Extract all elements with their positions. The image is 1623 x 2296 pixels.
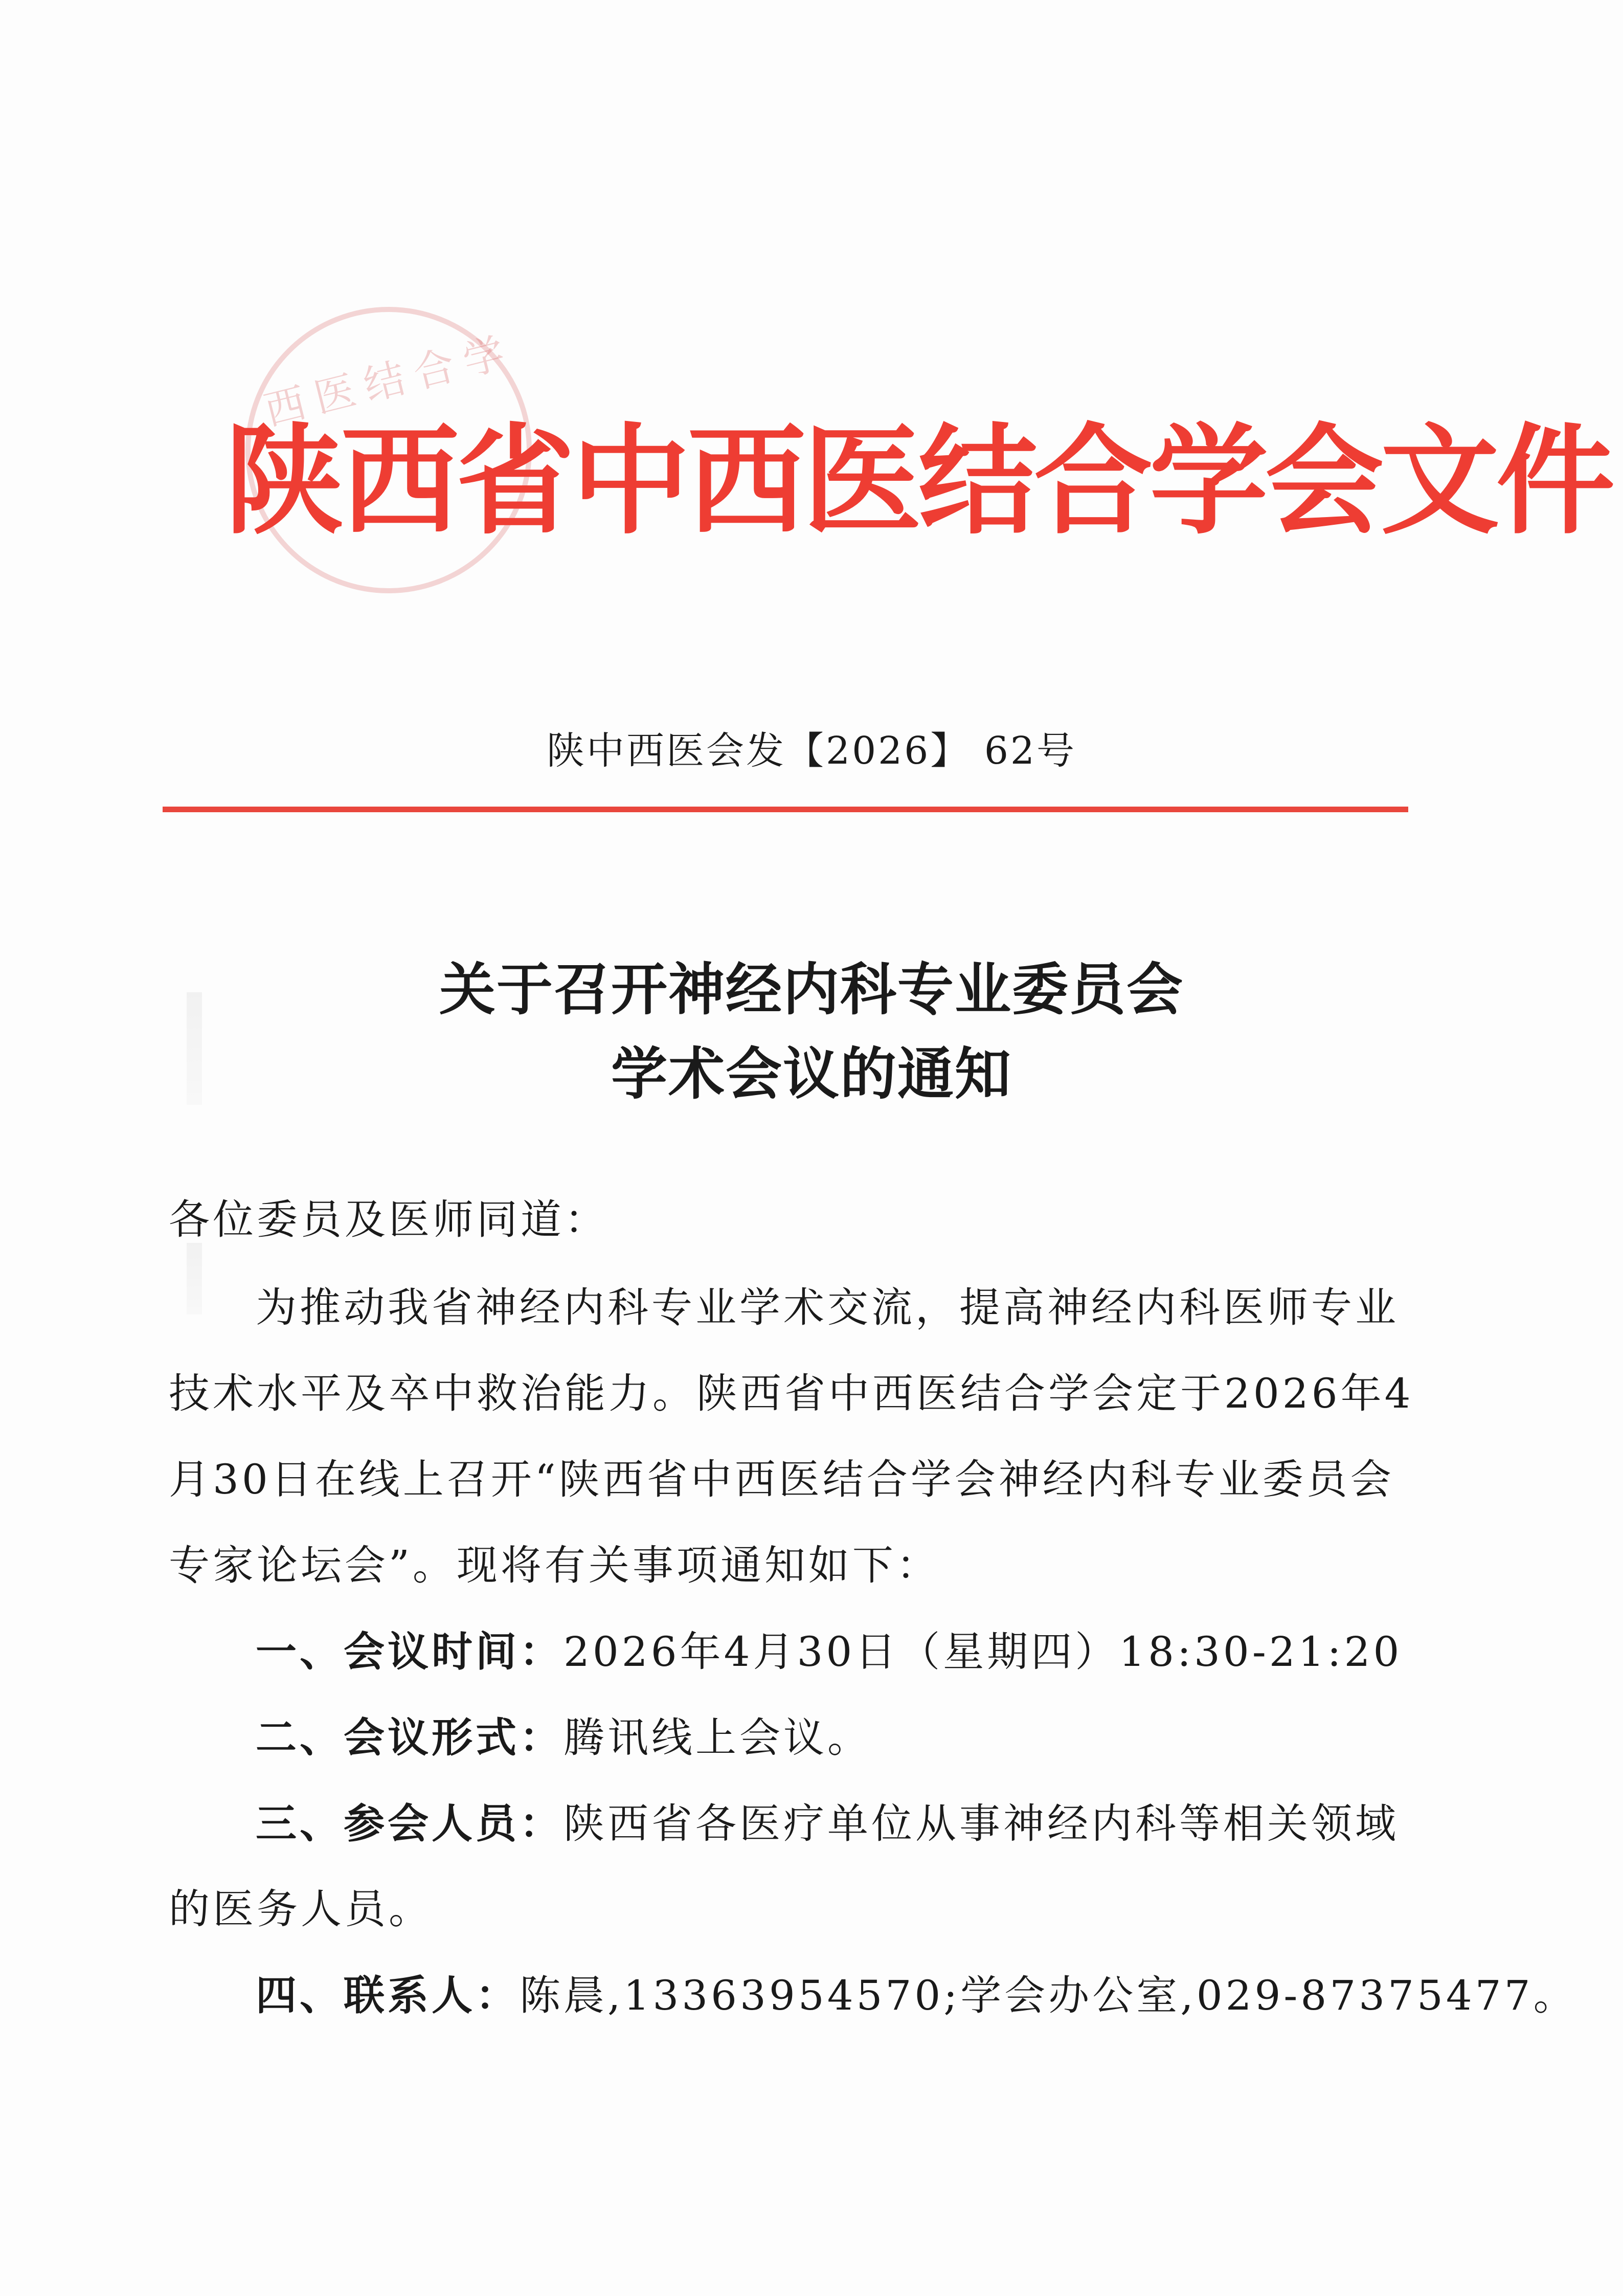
scan-artifact <box>187 1243 202 1314</box>
notice-title-line-1: 关于召开神经内科专业委员会 <box>439 956 1184 1022</box>
item-attendees <box>256 1793 1399 1855</box>
seal-text: 西医结合学 <box>259 326 520 435</box>
intro-line: 专家论坛会”。现将有关事项通知如下： <box>169 1542 940 1589</box>
salutation: 各位委员及医师同道： <box>169 1196 608 1243</box>
item-value: 腾讯线上会议。 <box>563 1714 871 1762</box>
intro-line: 为推动我省神经内科专业学术交流，提高神经内科医师专业 <box>256 1284 1399 1331</box>
item-attendees-continuation: 的医务人员。 <box>169 1885 433 1933</box>
document-number: 陕中西医会发【2026】 62号 <box>546 729 1076 773</box>
item-label: 一、会议时间： <box>256 1628 563 1676</box>
item-value: 陈晨,13363954570;学会办公室,029-87375477。 <box>520 1972 1577 2019</box>
item-label: 四、联系人： <box>256 1971 520 2019</box>
item-value: 陕西省各医疗单位从事神经内科等相关领域 <box>563 1800 1399 1847</box>
item-value: 2026年4月30日（星期四）18:30-21:20 <box>563 1628 1403 1676</box>
intro-line: 月30日在线上召开“陕西省中西医结合学会神经内科专业委员会 <box>169 1456 1394 1503</box>
item-meeting-time <box>256 1621 1402 1683</box>
item-meeting-format <box>256 1707 871 1769</box>
item-label: 三、参会人员： <box>256 1799 563 1847</box>
intro-line: 技术水平及卒中救治能力。陕西省中西医结合学会定于2026年4 <box>169 1370 1414 1417</box>
item-contact <box>256 1965 1577 2026</box>
org-document-header: 陕西省中西医结合学会文件 <box>225 411 1612 550</box>
red-divider <box>163 807 1408 812</box>
item-label: 二、会议形式： <box>256 1713 563 1762</box>
notice-title-line-2: 学术会议的通知 <box>611 1041 1012 1107</box>
